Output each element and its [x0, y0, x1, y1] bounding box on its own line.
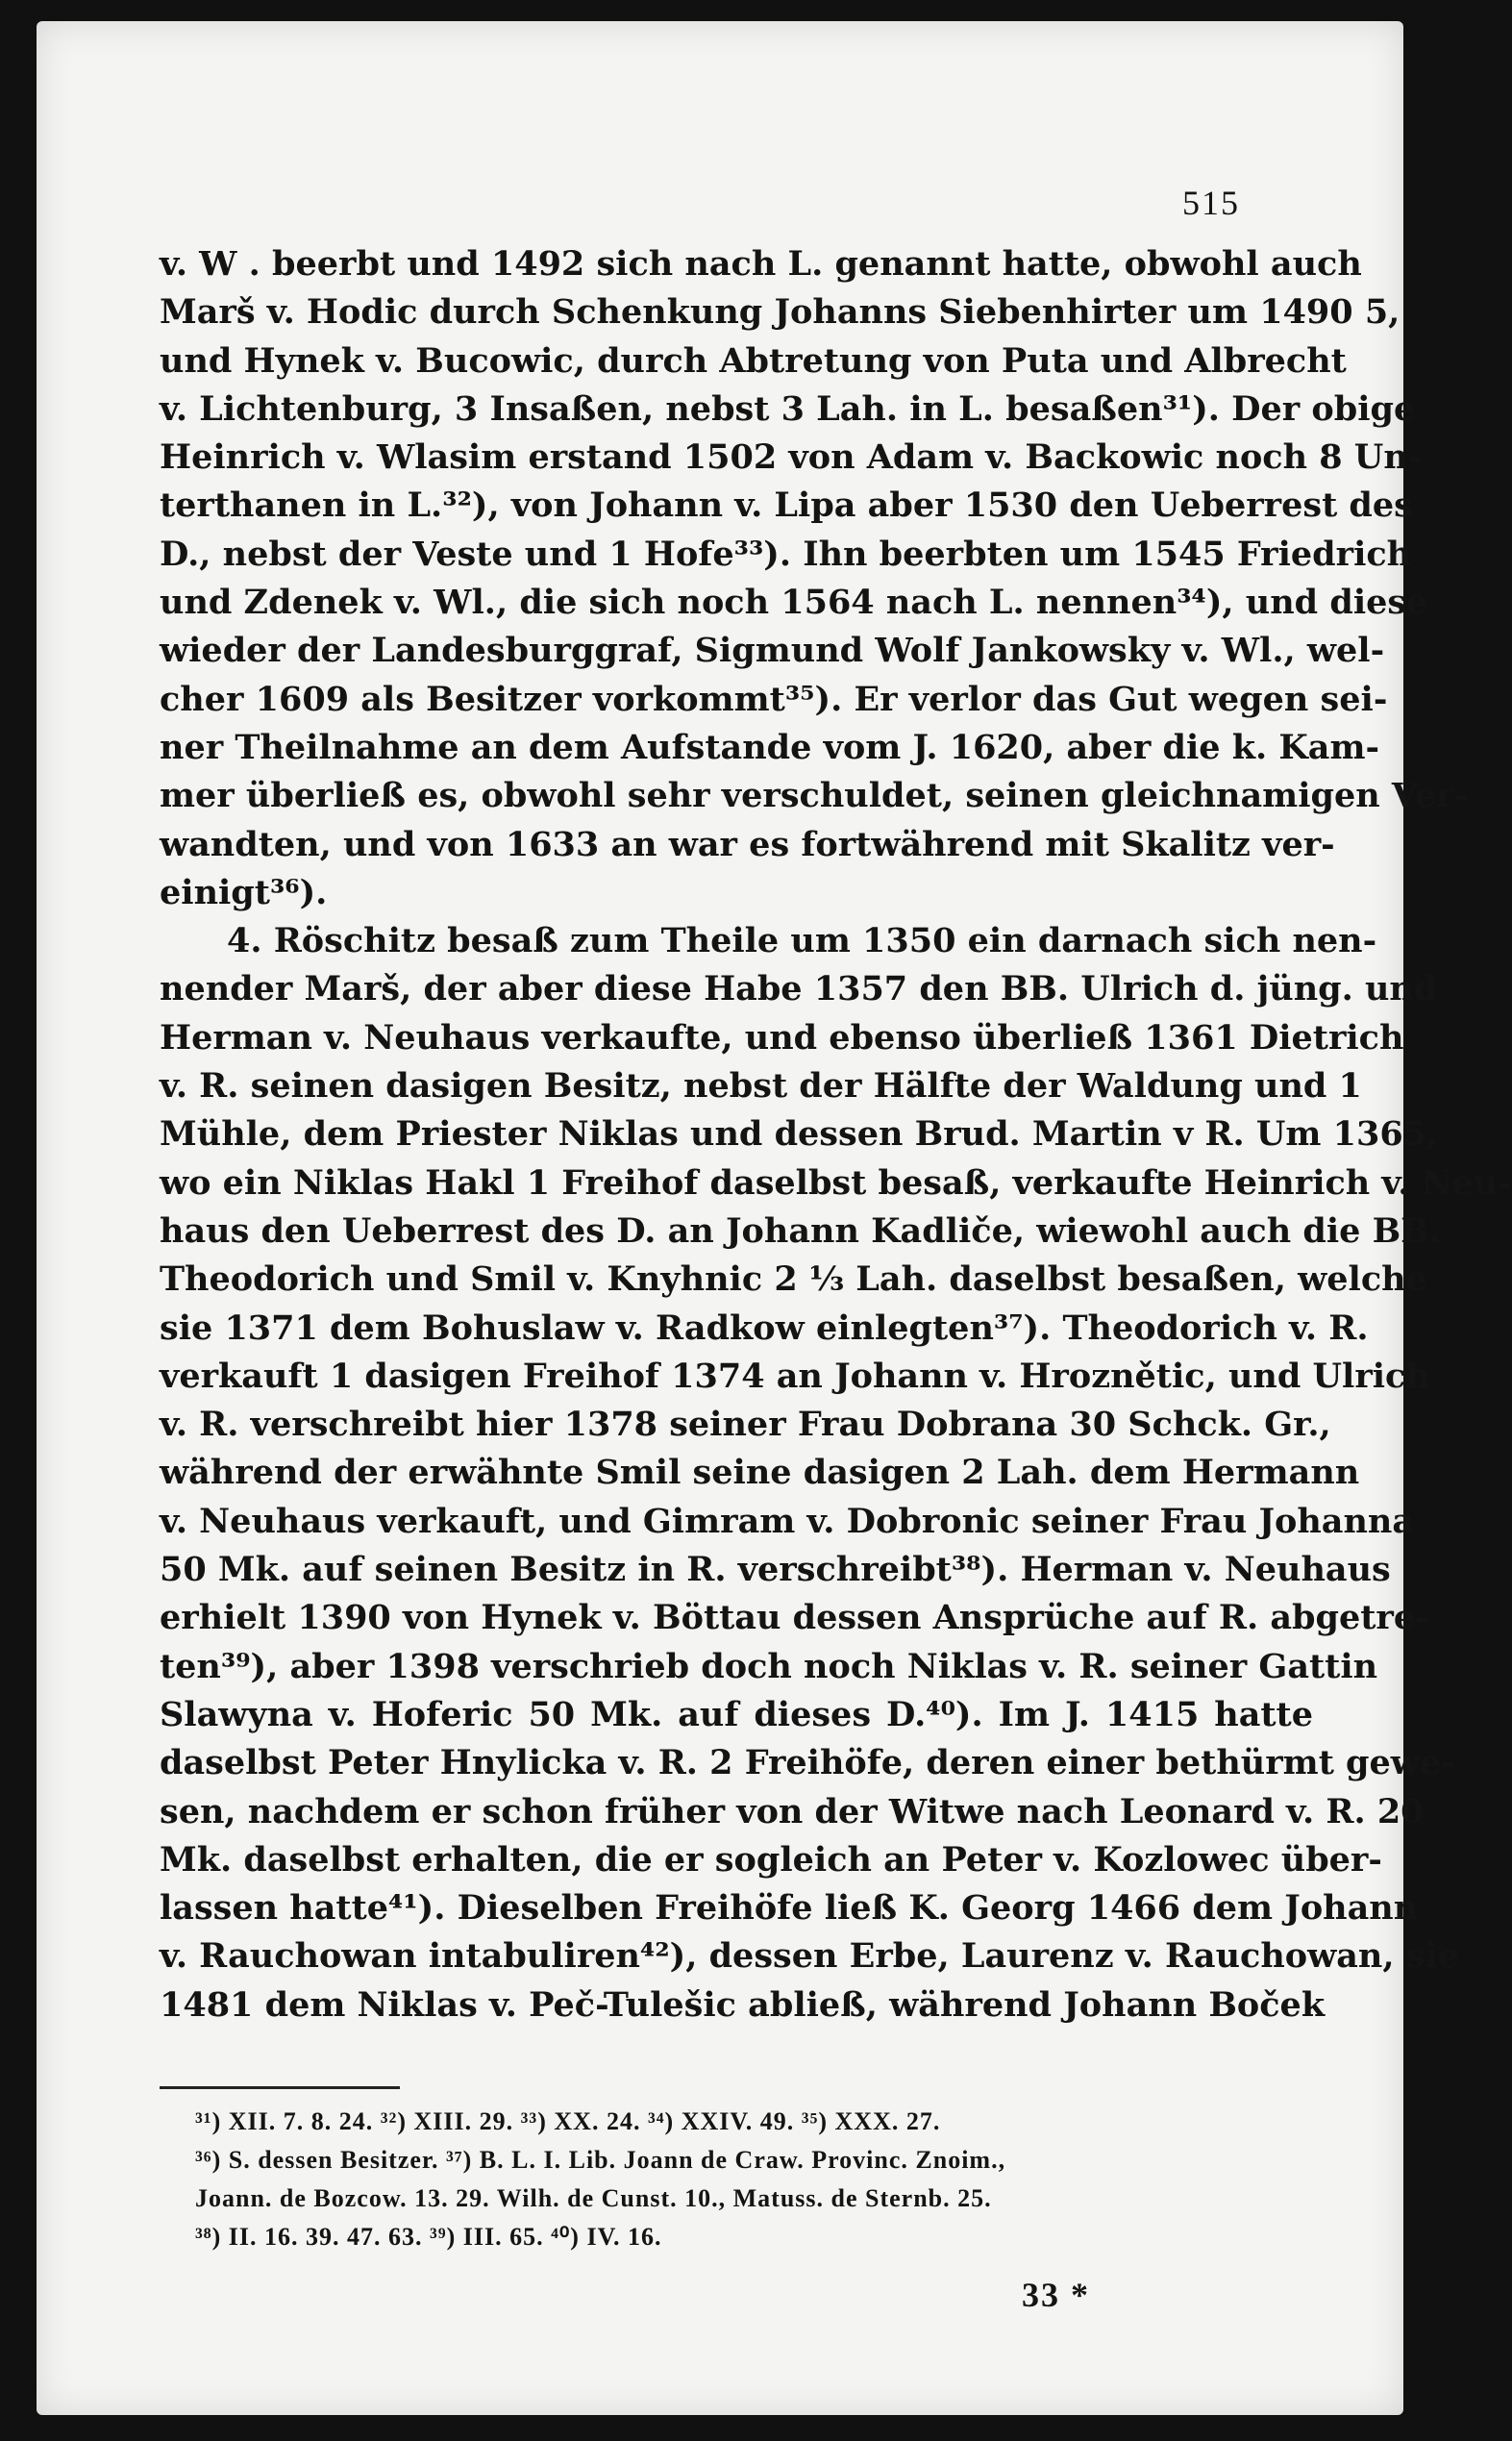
footnote-line: ³¹) XII. 7. 8. 24. ³²) XIII. 29. ³³) XX. 24. ³⁴) XXIV. 49. ³⁵) XXX. 27. — [195, 2107, 941, 2135]
footnotes — [195, 2103, 1301, 2256]
text-line: während der erwähnte Smil seine dasigen 2 Lah. dem Hermann — [160, 1453, 1360, 1493]
footnote-line: ³⁶) S. dessen Besitzer. ³⁷) B. L. I. Lib. Joann de Craw. Provinc. Znoim., — [195, 2146, 1006, 2174]
text-line: v. Neuhaus verkauft, und Gimram v. Dobronic seiner Frau Johanna — [160, 1501, 1415, 1541]
text-line: erhielt 1390 von Hynek v. Böttau dessen Ansprüche auf R. abgetre- — [160, 1598, 1429, 1638]
text-line: v. R. verschreibt hier 1378 seiner Frau Dobrana 30 Schck. Gr., — [160, 1405, 1331, 1445]
text-line: lassen hatte⁴¹). Dieselben Freihöfe ließ K. Georg 1466 dem Johann — [160, 1888, 1419, 1929]
text-line: Mk. daselbst erhalten, die er sogleich an Peter v. Kozlowec über- — [160, 1839, 1382, 1880]
paragraph-start-line: 4. Röschitz besaß zum Theile um 1350 ein darnach sich nen- — [227, 921, 1377, 961]
text-line: v. Rauchowan intabuliren⁴²), dessen Erbe, Laurenz v. Rauchowan, sie — [160, 1936, 1460, 1977]
text-line: 1481 dem Niklas v. Peč-Tulešic abließ, während Johann Boček — [160, 1984, 1326, 2025]
text-line: und Zdenek v. Wl., die sich noch 1564 nach L. nennen³⁴), und diese — [160, 583, 1428, 623]
text-line: ten³⁹), aber 1398 verschrieb doch noch Niklas v. R. seiner Gattin — [160, 1646, 1378, 1686]
text-line: sie 1371 dem Bohuslaw v. Radkow einlegten³⁷). Theodorich v. R. — [160, 1308, 1369, 1348]
book-page — [37, 21, 1512, 2415]
text-line: ner Theilnahme an dem Aufstande vom J. 1620, aber die k. Kam- — [160, 727, 1380, 767]
text-line: verkauft 1 dasigen Freihof 1374 an Johann v. Hroznětic, und Ulrich — [160, 1356, 1430, 1396]
text-line: und Hynek v. Bucowic, durch Abtretung von Puta und Albrecht — [160, 340, 1347, 381]
text-line: v. R. seinen dasigen Besitz, nebst der Hälfte der Waldung und 1 — [160, 1066, 1362, 1107]
text-line: terthanen in L.³²), von Johann v. Lipa aber 1530 den Ueberrest des — [160, 486, 1413, 526]
text-line: nender Marš, der aber diese Habe 1357 den BB. Ulrich d. jüng. und — [160, 969, 1438, 1009]
text-line: Marš v. Hodic durch Schenkung Johanns Siebenhirter um 1490 5, — [160, 292, 1400, 333]
footnote-divider — [160, 2086, 400, 2089]
text-line: Mühle, dem Priester Niklas und dessen Brud. Martin v R. Um 1365, — [160, 1114, 1439, 1155]
text-line: 50 Mk. auf seinen Besitz in R. verschreibt³⁸). Herman v. Neuhaus — [160, 1550, 1391, 1590]
text-line: Slawyna v. Hoferic 50 Mk. auf dieses D.⁴⁰). Im J. 1415 hatte — [160, 1694, 1313, 1734]
text-line: daselbst Peter Hnylicka v. R. 2 Freihöfe, deren einer bethürmt gewe- — [160, 1743, 1455, 1783]
text-line: sen, nachdem er schon früher von der Witwe nach Leonard v. R. 20 — [160, 1791, 1425, 1831]
text-line: v. W . beerbt und 1492 sich nach L. genannt hatte, obwohl auch — [160, 244, 1362, 284]
text-line: cher 1609 als Besitzer vorkommt³⁵). Er verlor das Gut wegen sei- — [160, 679, 1388, 719]
signature-mark: 33 * — [1022, 2276, 1090, 2314]
text-line: Heinrich v. Wlasim erstand 1502 von Adam v. Backowic noch 8 Un- — [160, 437, 1423, 478]
text-line: D., nebst der Veste und 1 Hofe³³). Ihn beerbten um 1545 Friedrich — [160, 534, 1412, 574]
footnote-line: ³⁸) II. 16. 39. 47. 63. ³⁹) III. 65. ⁴⁰) IV. 16. — [195, 2223, 662, 2251]
text-line: Herman v. Neuhaus verkaufte, und ebenso überließ 1361 Dietrich — [160, 1017, 1404, 1058]
text-line: wandten, und von 1633 an war es fortwährend mit Skalitz ver- — [160, 824, 1335, 864]
text-line: mer überließ es, obwohl sehr verschuldet, seinen gleichnamigen Ver- — [160, 776, 1469, 816]
text-line: wo ein Niklas Hakl 1 Freihof daselbst besaß, verkaufte Heinrich v. Neu- — [160, 1162, 1512, 1203]
text-line: v. Lichtenburg, 3 Insaßen, nebst 3 Lah. in L. besaßen³¹). Der obige — [160, 388, 1416, 429]
body-text — [160, 240, 1512, 2030]
text-line: Theodorich und Smil v. Knyhnic 2 ⅓ Lah. daselbst besaßen, welche — [160, 1259, 1427, 1300]
footnote-line: Joann. de Bozcow. 13. 29. Wilh. de Cunst. 10., Matuss. de Sternb. 25. — [195, 2184, 992, 2212]
page-number: 515 — [1182, 184, 1240, 222]
text-line: einigt³⁶). — [160, 872, 328, 912]
text-line: wieder der Landesburggraf, Sigmund Wolf Jankowsky v. Wl., wel- — [160, 631, 1385, 671]
text-line: haus den Ueberrest des D. an Johann Kadliče, wiewohl auch die BB. — [160, 1210, 1441, 1251]
